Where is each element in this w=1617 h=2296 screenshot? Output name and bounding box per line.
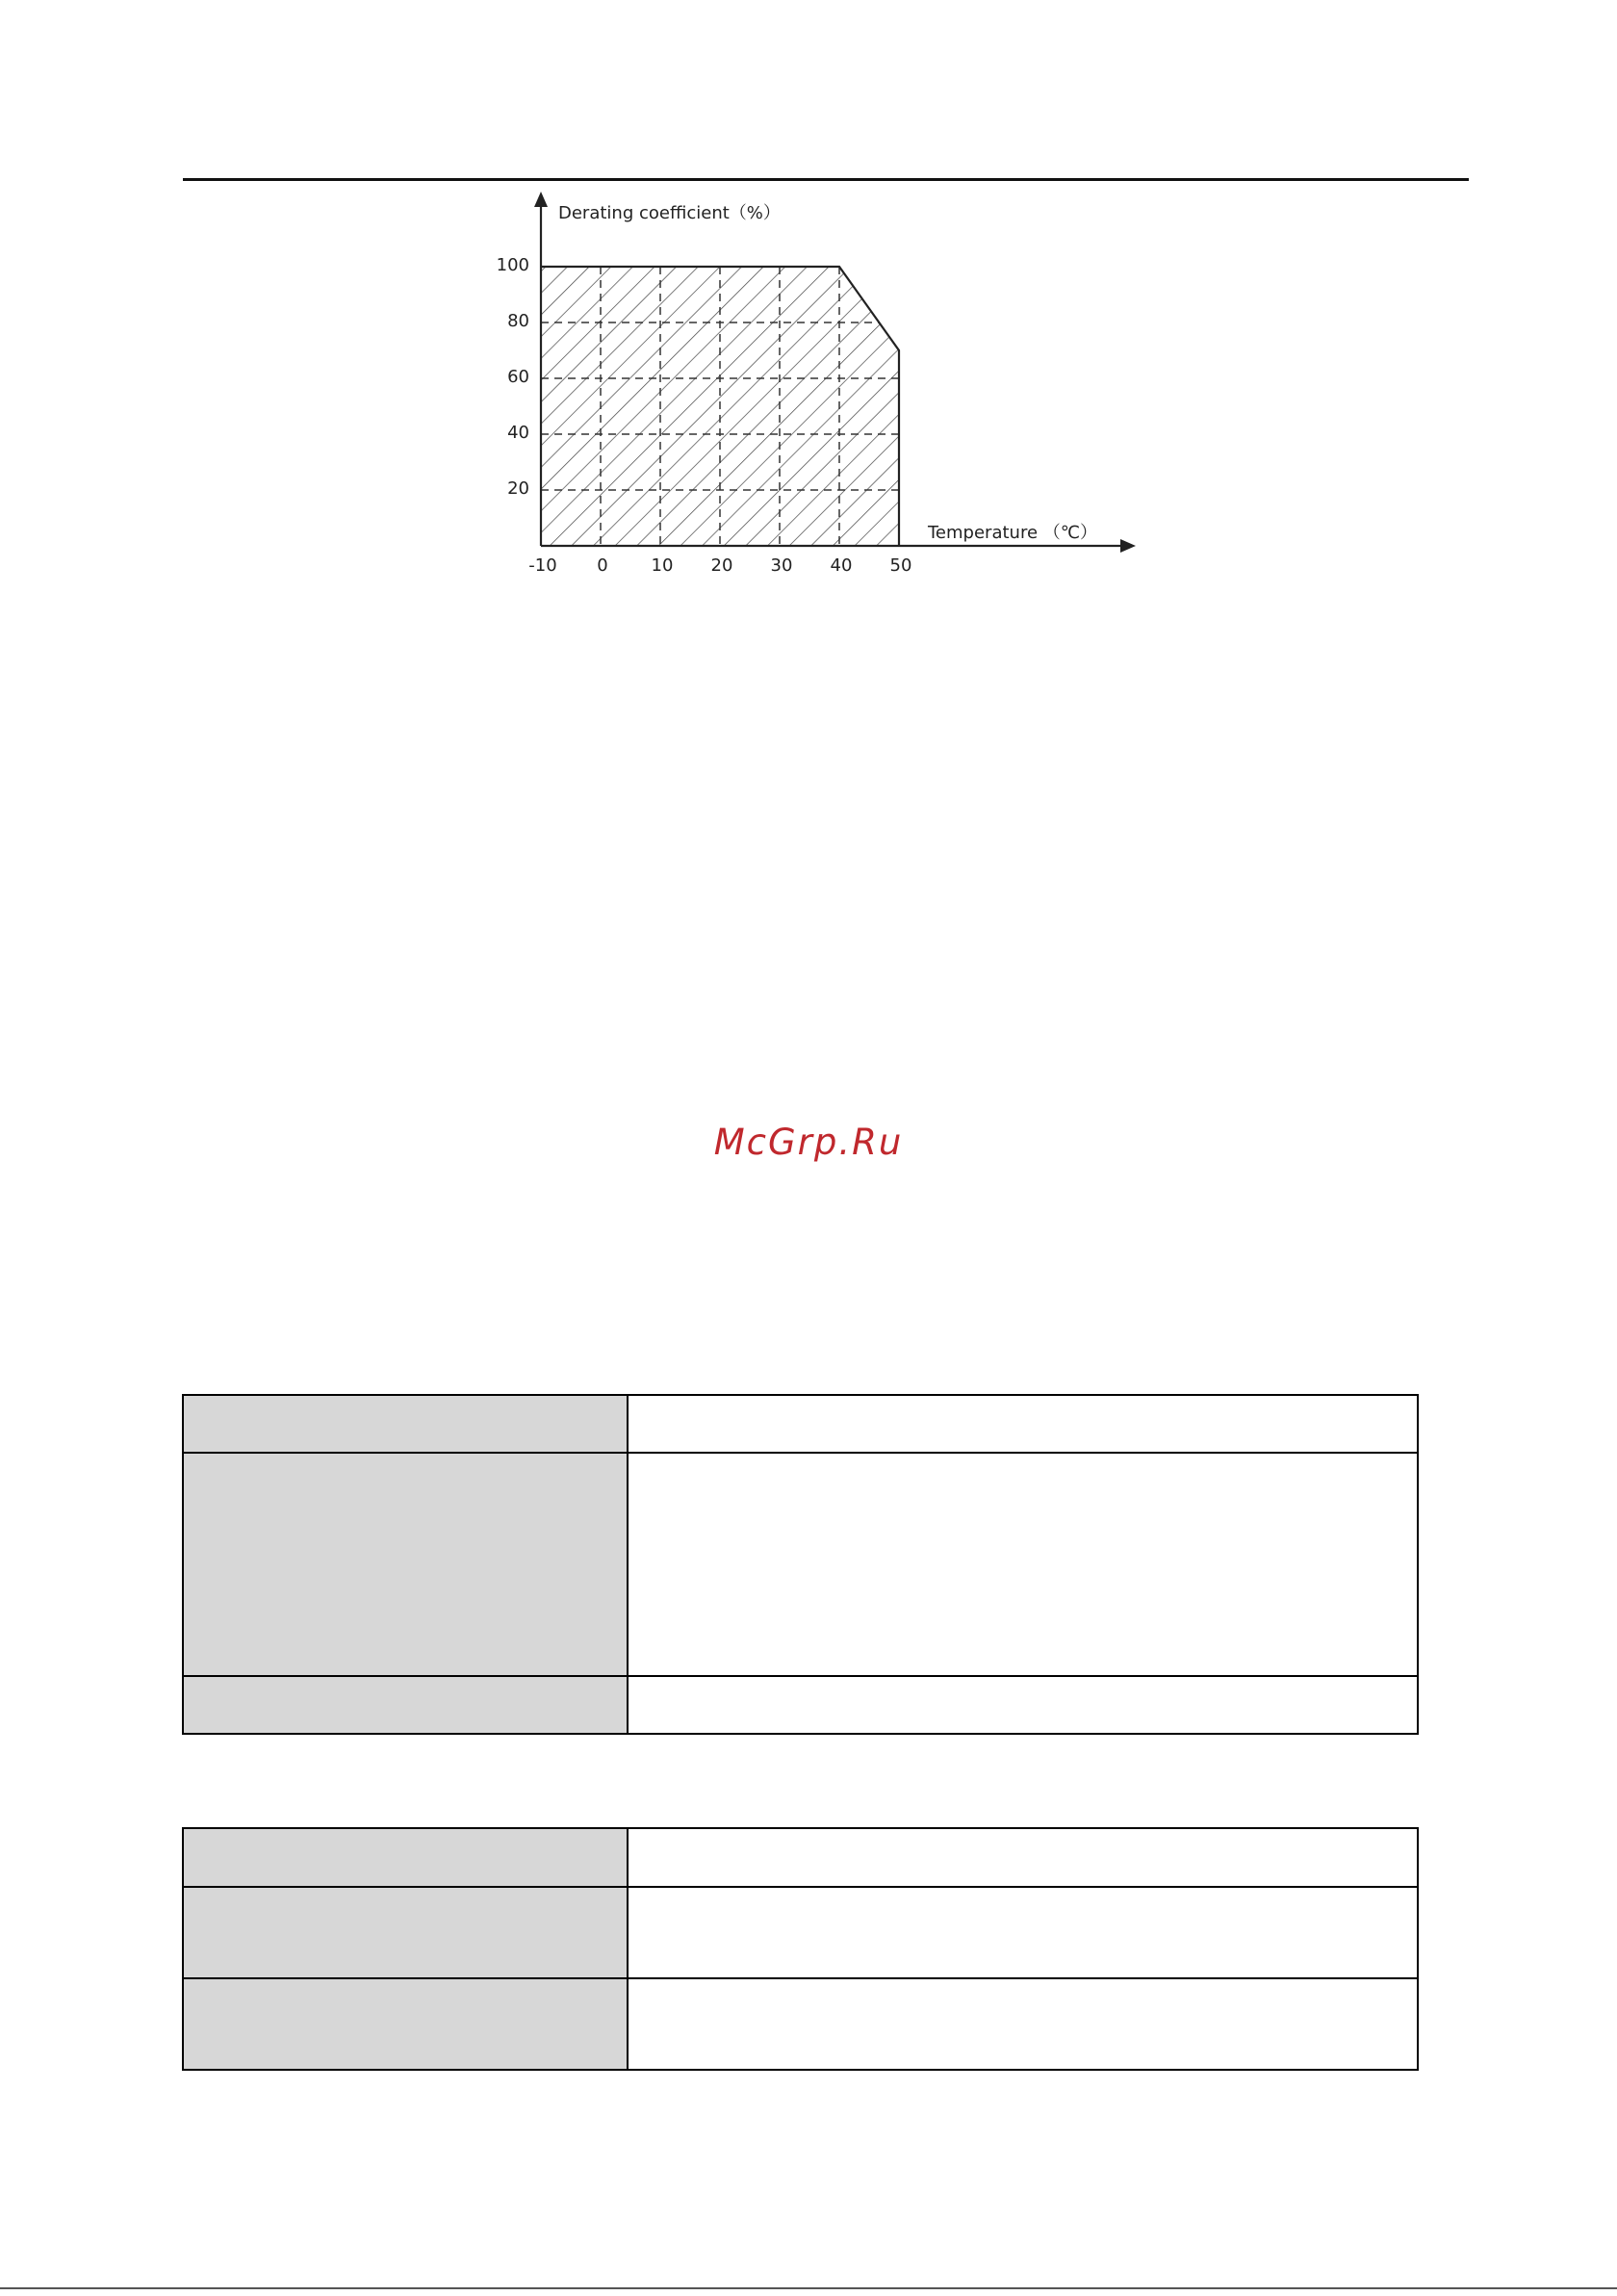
- derating-chart: [472, 188, 1145, 582]
- table-label-cell: [183, 1395, 628, 1453]
- x-tick-label: 40: [830, 555, 853, 576]
- y-tick-label: 80: [507, 311, 529, 331]
- table-row: [183, 1828, 1418, 1887]
- y-axis-label: Derating coefficient（%）: [558, 203, 781, 223]
- table-value-cell: [628, 1887, 1418, 1978]
- watermark-text: McGrp.Ru: [713, 1122, 904, 1163]
- table-label-cell: [183, 1828, 628, 1887]
- table-label-cell: [183, 1453, 628, 1676]
- spec-table-2: [182, 1827, 1419, 2071]
- x-tick-label: -10: [528, 555, 557, 576]
- x-axis-arrow: [1120, 539, 1136, 553]
- table-row: [183, 1453, 1418, 1676]
- y-tick-label: 40: [507, 423, 529, 443]
- x-tick-label: 30: [770, 555, 793, 576]
- y-tick-label: 100: [496, 255, 529, 275]
- header-rule: [183, 178, 1469, 181]
- x-tick-label: 50: [889, 555, 912, 576]
- table-row: [183, 1676, 1418, 1734]
- x-tick-label: 20: [710, 555, 733, 576]
- table-row: [183, 1395, 1418, 1453]
- table-value-cell: [628, 1828, 1418, 1887]
- y-tick-label: 60: [507, 367, 529, 387]
- y-axis-arrow: [534, 192, 548, 207]
- table-row: [183, 1887, 1418, 1978]
- table-value-cell: [628, 1676, 1418, 1734]
- table-label-cell: [183, 1978, 628, 2070]
- x-tick-label: 10: [651, 555, 674, 576]
- footer-rule: [0, 2287, 1617, 2289]
- table-label-cell: [183, 1887, 628, 1978]
- y-tick-label: 20: [507, 478, 529, 499]
- x-tick-label: 0: [597, 555, 608, 576]
- spec-table-1: [182, 1394, 1419, 1735]
- x-axis-label: Temperature （℃）: [928, 523, 1097, 543]
- table-row: [183, 1978, 1418, 2070]
- table-label-cell: [183, 1676, 628, 1734]
- table-value-cell: [628, 1395, 1418, 1453]
- table-value-cell: [628, 1453, 1418, 1676]
- table-value-cell: [628, 1978, 1418, 2070]
